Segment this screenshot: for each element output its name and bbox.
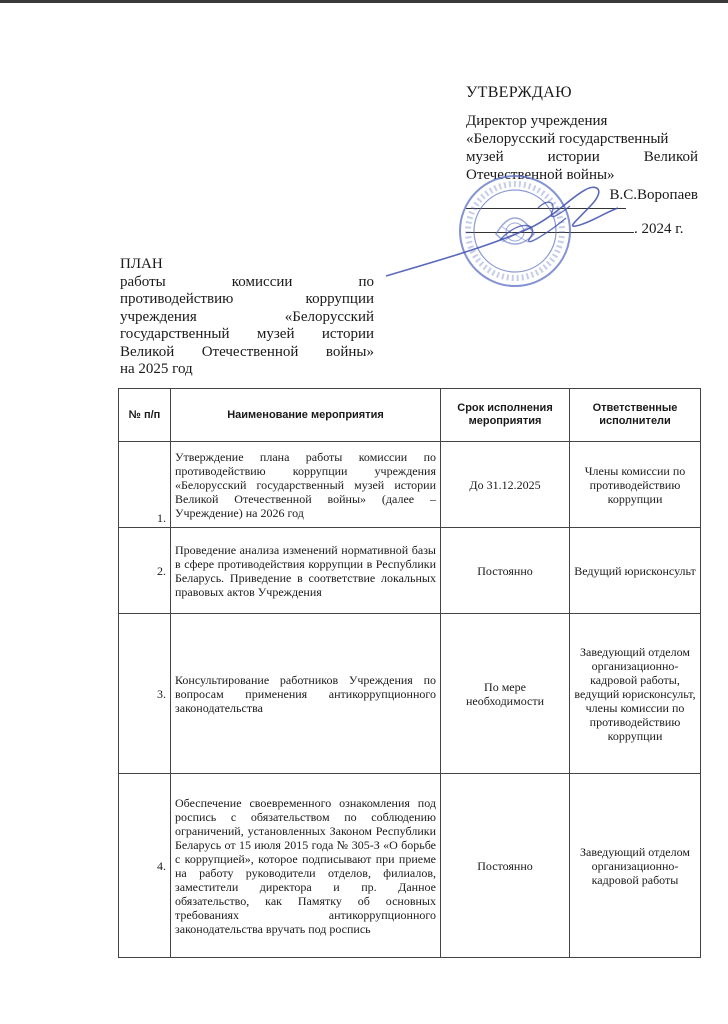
header-deadline: Срок исполнения мероприятия (441, 389, 570, 442)
row-number: 4. (119, 774, 171, 958)
row-activity: Проведение анализа изменений нормативной базы в сфере противодействия коррупции в Республики Беларусь. Приведение в соответствие локальных правовых актов Учреждения (171, 528, 441, 614)
row-deadline: Постоянно (441, 528, 570, 614)
approval-position-line: Директор учреждения (466, 113, 608, 129)
approval-position-line: музей истории Великой (466, 149, 698, 165)
row-deadline: До 31.12.2025 (441, 442, 570, 528)
signatory-name: В.С.Воропаев (609, 187, 698, 203)
table-row (119, 528, 701, 614)
plan-subtitle-line: государственный музей истории (120, 326, 374, 342)
approval-heading: УТВЕРЖДАЮ (466, 84, 572, 101)
header-responsible: Ответственные исполнители (570, 389, 701, 442)
table-row (119, 774, 701, 958)
plan-title-block (120, 256, 374, 379)
row-responsible: Заведующий отделом организационно-кадровой работы, ведущий юрисконсульт, члены комиссии по противодействию коррупции (570, 614, 701, 774)
row-number: 2. (119, 528, 171, 614)
row-activity: Консультирование работников Учреждения по вопросам применения антикоррупционного законодательства (171, 614, 441, 774)
row-activity: Утверждение плана работы комиссии по противодействию коррупции учреждения «Белорусский государственный музей истории Великой Отечественной войны» (далее – Учреждение) на 2026 год (171, 442, 441, 528)
row-number: 1. (119, 442, 171, 528)
header-activity: Наименование мероприятия (171, 389, 441, 442)
plan-subtitle-line: противодействию коррупции (120, 291, 374, 307)
row-number: 3. (119, 614, 171, 774)
table-row (119, 442, 701, 528)
plan-subtitle-line: работы комиссии по (120, 273, 374, 290)
plan-subtitle-line: Великой Отечественной войны» (120, 343, 374, 360)
plan-subtitle-line: учреждения «Белорусский (120, 308, 374, 325)
approval-position-line: «Белорусский государственный (466, 131, 669, 147)
row-responsible: Ведущий юрисконсульт (570, 528, 701, 614)
row-deadline: По мере необходимости (441, 614, 570, 774)
handwritten-signature (380, 168, 630, 288)
row-responsible: Члены комиссии по противодействию коррупции (570, 442, 701, 528)
plan-subtitle-line: на 2025 год (120, 361, 193, 377)
table-row (119, 614, 701, 774)
plan-table (118, 388, 701, 958)
scan-top-edge (0, 0, 728, 3)
date-suffix: . 2024 г. (634, 221, 684, 237)
plan-title: ПЛАН (120, 256, 163, 272)
row-activity: Обеспечение своевременного ознакомления под роспись с обязательством по соблюдению ограничений, установленных Законом Республики Беларусь от 15 июля 2015 года № 305-З «О борьбе с коррупцией», которое подписывают при приеме на работу руководители отделов, филиалов, заместители директора и пр. Данное обязательство, как Памятку об основных требованиях антикоррупционного законодательства вручать под роспись (171, 774, 441, 958)
row-responsible: Заведующий отделом организационно-кадровой работы (570, 774, 701, 958)
table-header-row (119, 389, 701, 442)
row-deadline: Постоянно (441, 774, 570, 958)
approval-position-line: Отечественной войны» (466, 167, 615, 183)
header-number: № п/п (119, 389, 171, 442)
